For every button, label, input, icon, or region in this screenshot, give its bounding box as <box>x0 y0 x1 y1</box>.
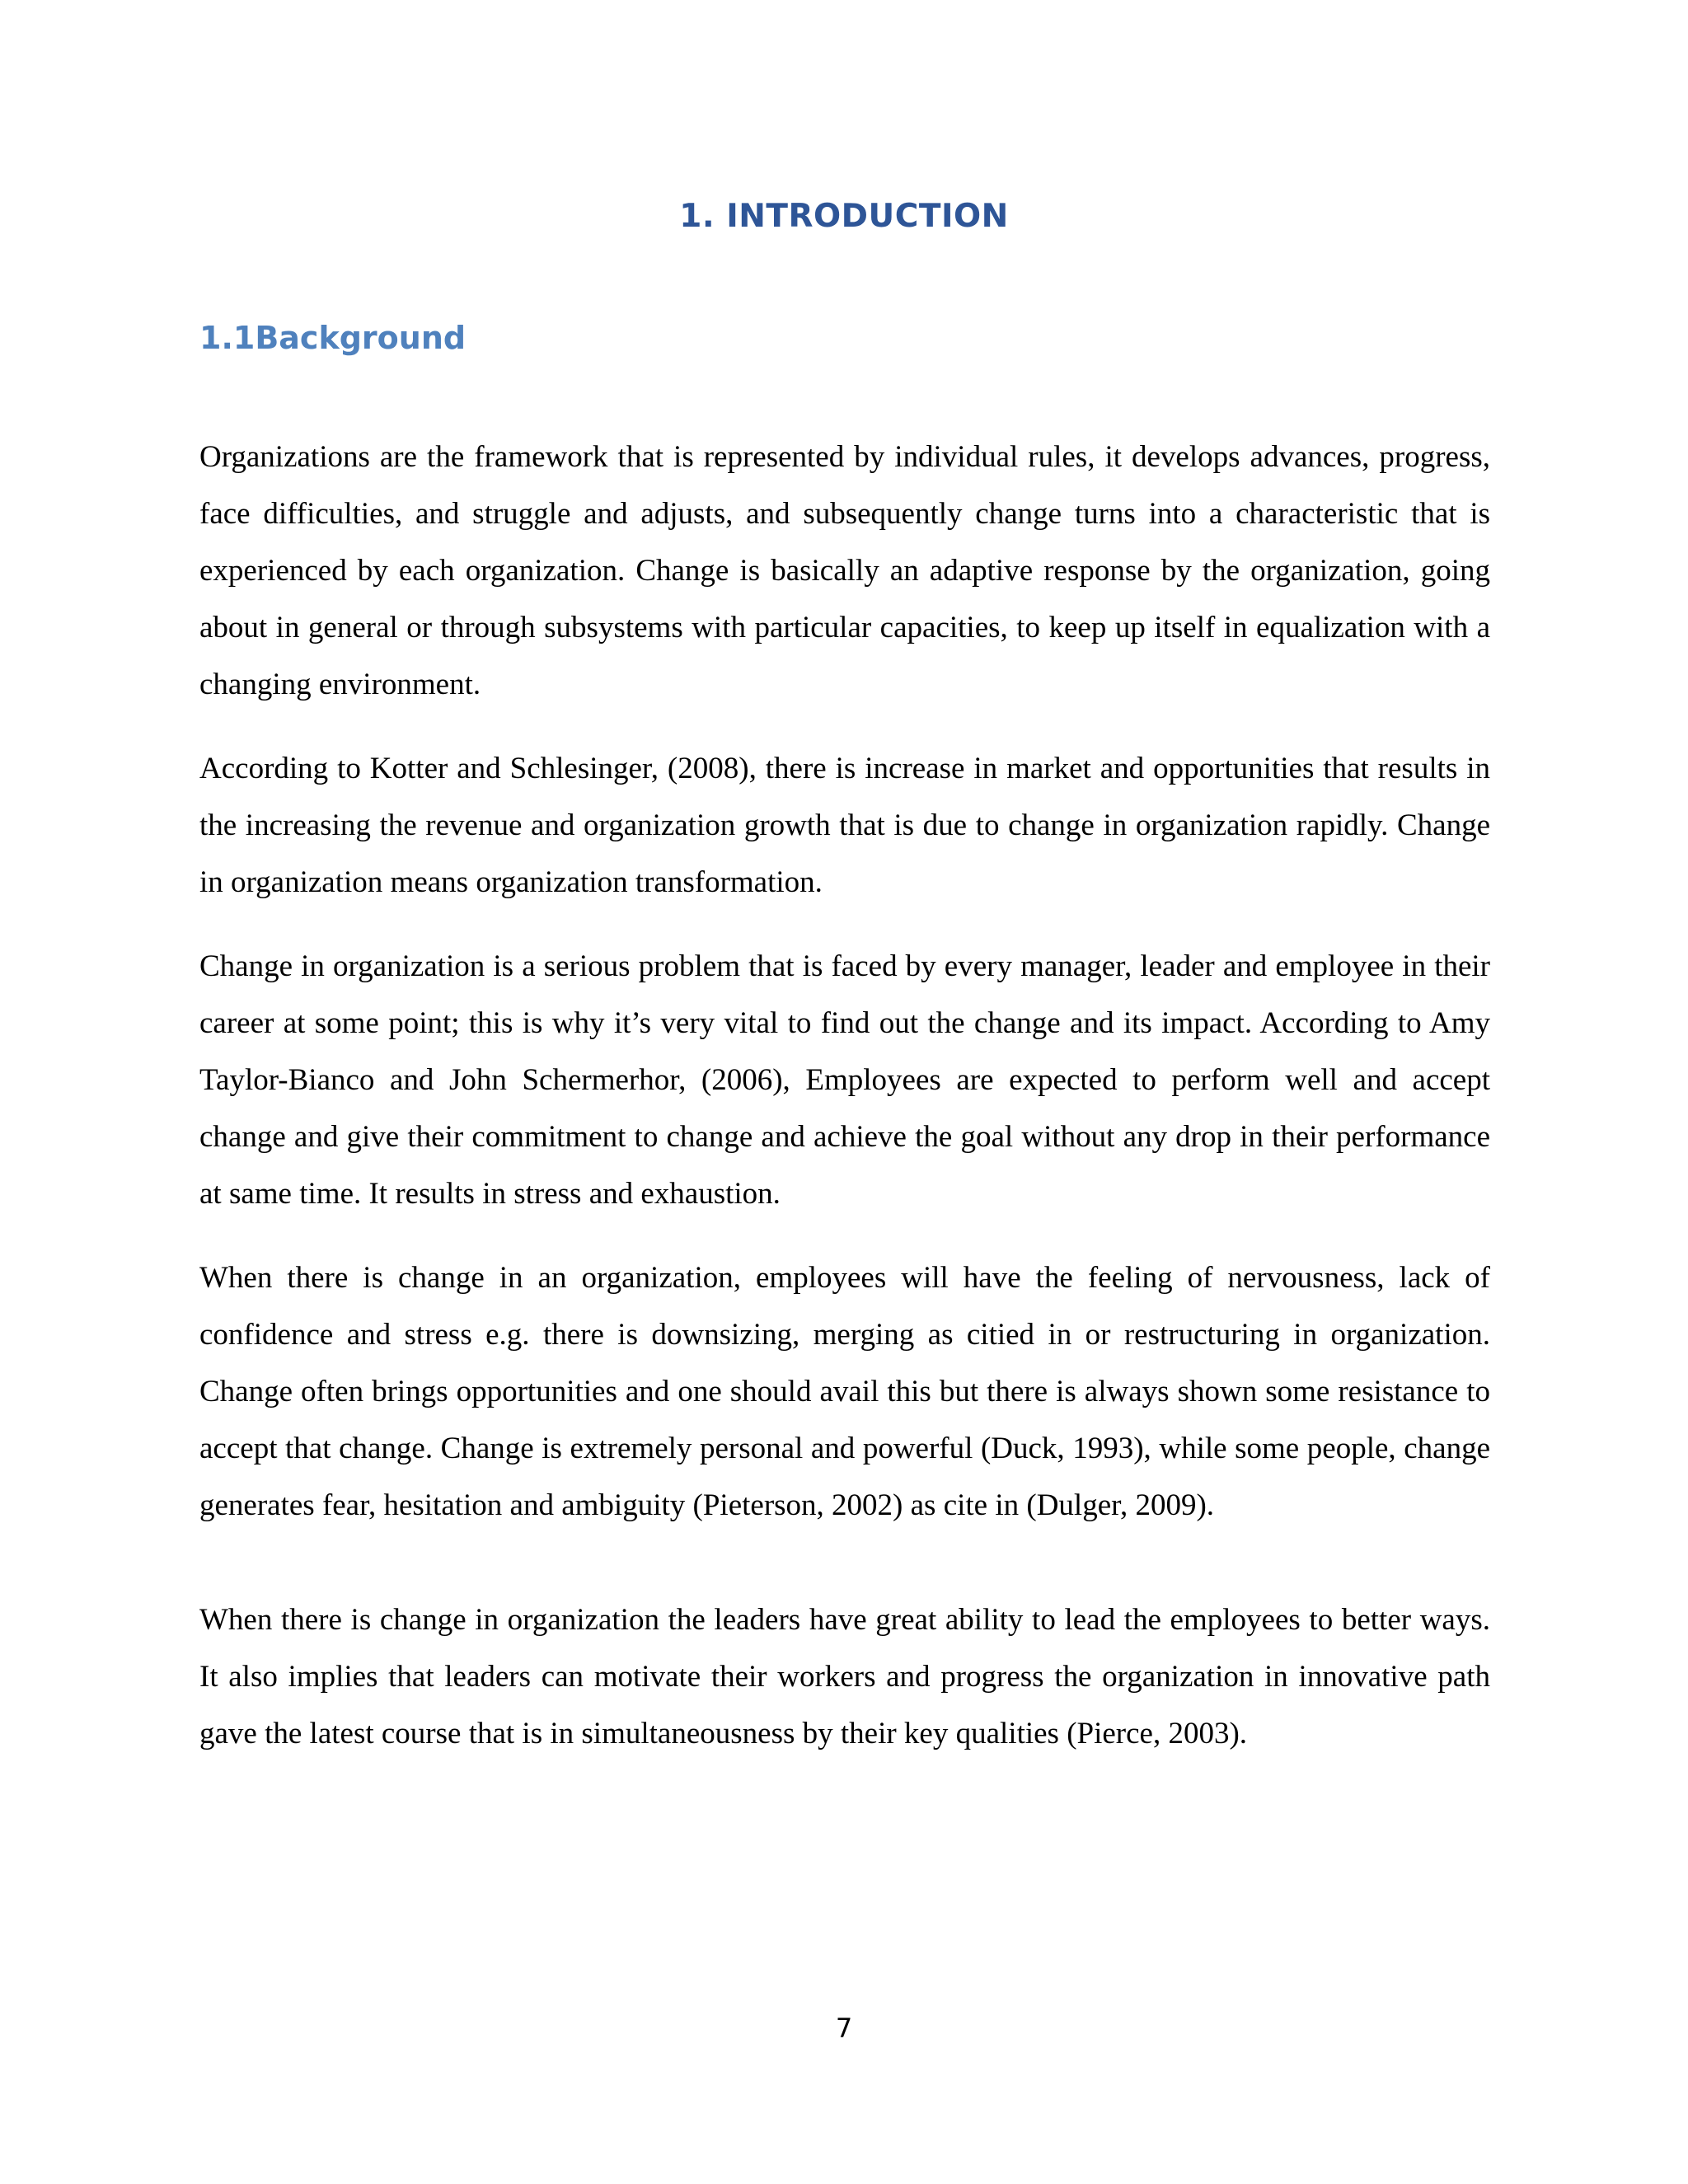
paragraph: According to Kotter and Schlesinger, (2008), there is increase in market and opportunities that results in the increasing the revenue and organization growth that is due to change in organization rapidly. Change in organization means organization transformation. <box>199 752 1490 899</box>
chapter-title: 1. INTRODUCTION <box>679 198 1009 235</box>
body-text <box>199 429 1490 1789</box>
paragraph: Organizations are the framework that is represented by individual rules, it develops advances, progress, face difficulties, and struggle and adjusts, and subsequently change turns into a characteristic that is experienced by each organization. Change is basically an adaptive response by the organization, going about in general or through subsystems with particular capacities, to keep up itself in equalization with a changing environment. <box>199 440 1490 701</box>
section-title: 1.1Background <box>199 320 467 356</box>
page-number: 7 <box>835 2013 853 2044</box>
paragraph: When there is change in organization the leaders have great ability to lead the employees to better ways. It also implies that leaders can motivate their workers and progress the organization in innovative path gave the latest course that is in simultaneousness by their key qualities (Pierce, 2003). <box>199 1603 1490 1750</box>
paragraph: When there is change in an organization, employees will have the feeling of nervousness, lack of confidence and stress e.g. there is downsizing, merging as citied in or restructuring in organization. Change often brings opportunities and one should avail this but there is always shown some resistance to accept that change. Change is extremely personal and powerful (Duck, 1993), while some people, change generates fear, hesitation and ambiguity (Pieterson, 2002) as cite in (Dulger, 2009). <box>199 1261 1490 1522</box>
paragraph: Change in organization is a serious problem that is faced by every manager, leader and employee in their career at some point; this is why it’s very vital to find out the change and its impact. According to Amy Taylor-Bianco and John Schermerhor, (2006), Employees are expected to perform well and accept change and give their commitment to change and achieve the goal without any drop in their performance at same time. It results in stress and exhaustion. <box>199 949 1490 1211</box>
